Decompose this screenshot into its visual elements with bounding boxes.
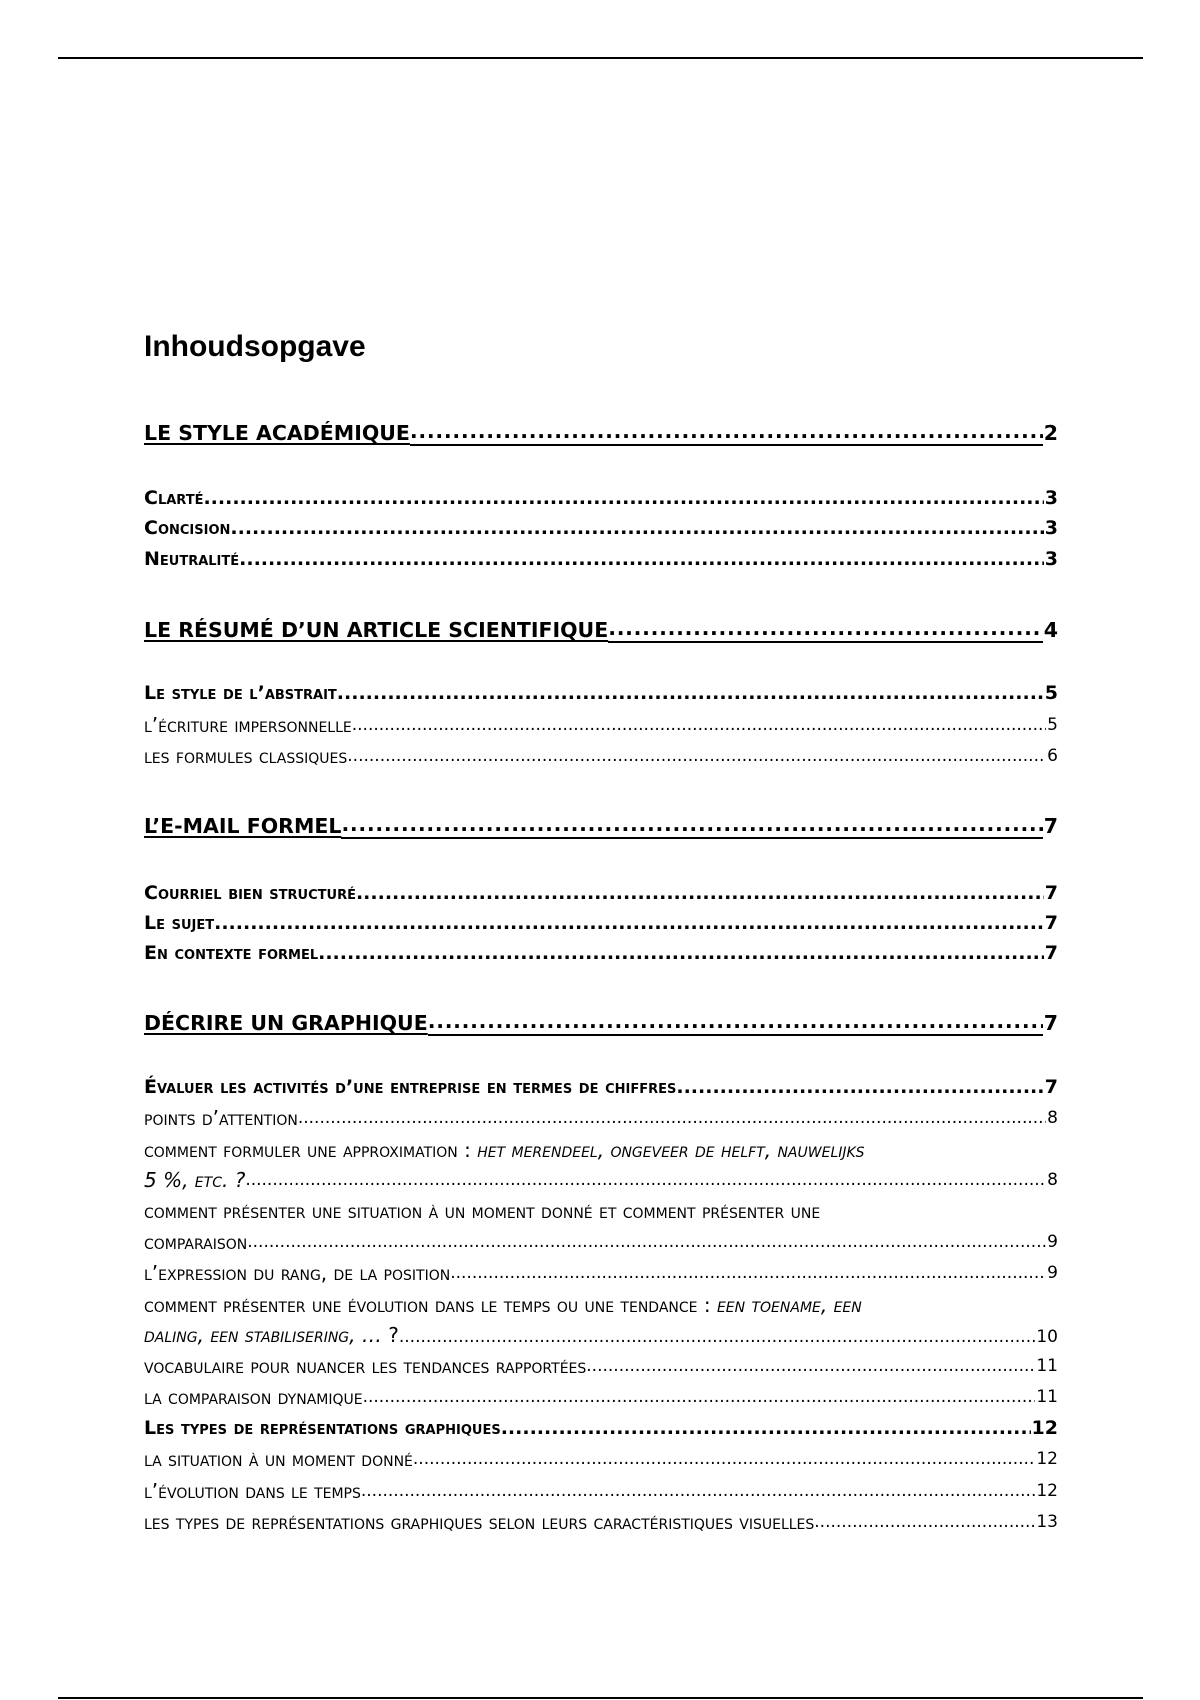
toc-entry-label: l’écriture impersonnelle: [144, 713, 352, 737]
dot-leader: [298, 1107, 1046, 1129]
toc-entry-label: Clarté: [144, 487, 204, 509]
toc-entry-page: 11: [1036, 1356, 1058, 1376]
toc-entry-label: les types de représentations graphiques selon leurs caractéristiques visuelles: [144, 1510, 815, 1534]
toc-entry-comparaison-dynamique[interactable]: [144, 1386, 1058, 1408]
toc-entry-label: Neutralité: [144, 548, 240, 570]
toc-entry-page: 12: [1036, 1449, 1058, 1469]
toc-entry-label-italic: 5 %, etc. ?: [144, 1168, 246, 1192]
toc-entry-points-dattention[interactable]: [144, 1107, 1058, 1129]
toc-entry-label: comparaison: [144, 1230, 248, 1254]
toc-entry-decrire-un-graphique[interactable]: [144, 1008, 1058, 1036]
dot-leader: [341, 811, 1042, 839]
toc-entry-label: les formules classiques: [144, 744, 348, 768]
toc-entry-le-sujet[interactable]: [144, 911, 1058, 935]
toc-entry-evolution-tendance-line2[interactable]: [144, 1324, 1058, 1348]
toc-entry-label: Évaluer les activités d’une entreprise en termes de chiffres: [144, 1076, 677, 1098]
toc-entry-expression-du-rang[interactable]: [144, 1262, 1058, 1284]
dot-leader: [413, 1448, 1035, 1470]
dot-leader: [676, 1075, 1043, 1099]
toc-entry-label: vocabulaire pour nuancer les tendances rapportées: [144, 1354, 587, 1378]
toc-entry-page: 7: [1044, 882, 1058, 904]
dot-leader: [247, 1231, 1046, 1253]
dot-leader: [428, 1008, 1043, 1036]
toc-entry-label: comment présenter une situation à un moment donné et comment présenter une: [144, 1199, 821, 1223]
toc-entry-page: 8: [1047, 1108, 1058, 1128]
dot-leader: [245, 1169, 1046, 1191]
dot-leader: [361, 1480, 1035, 1502]
toc-entry-en-contexte-formel[interactable]: [144, 941, 1058, 965]
header-rule: [58, 57, 1143, 59]
toc-entry-label: Les types de représentations graphiques: [144, 1417, 501, 1439]
toc-entry-page: 7: [1044, 942, 1058, 964]
toc-entry-email-formel[interactable]: [144, 811, 1058, 839]
toc-entry-le-style-de-labstrait[interactable]: [144, 681, 1058, 705]
toc-entry-page: 9: [1047, 1232, 1058, 1252]
toc-entry-page: 2: [1043, 421, 1058, 445]
toc-entry-types-selon-caracteristiques[interactable]: [144, 1511, 1058, 1533]
dot-leader: [203, 486, 1043, 510]
toc-entry-page: 11: [1036, 1387, 1058, 1407]
toc-entry-label-italic: een toename, een: [716, 1293, 862, 1317]
dot-leader: [586, 1355, 1035, 1377]
dot-leader: [318, 941, 1044, 965]
toc-entry-concision[interactable]: [144, 516, 1058, 540]
toc-entry-ecriture-impersonnelle[interactable]: [144, 714, 1058, 736]
toc-entry-page: 13: [1036, 1512, 1058, 1532]
toc-entry-page: 3: [1044, 487, 1058, 509]
dot-leader: [363, 1386, 1036, 1408]
toc-entry-situation-comparaison-line1[interactable]: [144, 1200, 1058, 1224]
toc-entry-label: l’évolution dans le temps: [144, 1479, 361, 1503]
toc-entry-page: 6: [1047, 746, 1058, 766]
dot-leader: [608, 615, 1043, 643]
toc-entry-page: 7: [1043, 1011, 1058, 1035]
toc-entry-page: 7: [1044, 912, 1058, 934]
toc-entry-label-italic: daling, een stabilisering, …: [144, 1323, 382, 1347]
dot-leader: [410, 418, 1043, 446]
dot-leader: [239, 547, 1044, 571]
toc-entry-label-italic: het merendeel, ongeveer de helft, nauwelijks: [477, 1138, 865, 1162]
dot-leader: [814, 1511, 1035, 1533]
footer-rule: [58, 1697, 1143, 1699]
toc-entry-le-resume[interactable]: [144, 615, 1058, 643]
toc-entry-label: comment présenter une évolution dans le temps ou une tendance :: [144, 1293, 717, 1317]
toc-entry-page: 7: [1044, 1076, 1058, 1098]
toc-entry-label: En contexte formel: [144, 942, 319, 964]
toc-entry-page: 3: [1044, 517, 1058, 539]
toc-entry-label: la situation à un moment donné: [144, 1447, 413, 1471]
dot-leader: [230, 516, 1043, 540]
toc-entry-label: Concision: [144, 517, 231, 539]
toc-entry-label: Le style de l’abstrait: [144, 682, 337, 704]
toc-entry-label: Courriel bien structuré: [144, 882, 356, 904]
toc-entry-page: 9: [1047, 1263, 1058, 1283]
toc-entry-page: 4: [1043, 618, 1058, 642]
toc-entry-label: DÉCRIRE UN GRAPHIQUE: [144, 1011, 428, 1035]
toc-entry-page: 5: [1047, 715, 1058, 735]
toc-entry-label: LE RÉSUMÉ D’UN ARTICLE SCIENTIFIQUE: [144, 618, 609, 642]
toc-entry-neutralite[interactable]: [144, 547, 1058, 571]
toc-entry-approximation-line2[interactable]: [144, 1169, 1058, 1191]
dot-leader: [352, 714, 1046, 736]
toc-entry-page: 8: [1047, 1170, 1058, 1190]
toc-entry-situation-comparaison-line2[interactable]: [144, 1231, 1058, 1253]
toc-entry-page: 7: [1043, 814, 1058, 838]
toc-entry-label: LE STYLE ACADÉMIQUE: [144, 421, 410, 445]
dot-leader: [337, 681, 1044, 705]
dot-leader: [501, 1416, 1031, 1440]
toc-entry-approximation-line1[interactable]: [144, 1139, 1058, 1163]
toc-entry-page: 5: [1044, 682, 1058, 704]
toc-entry-label: l’expression du rang, de la position: [144, 1261, 451, 1285]
toc-entry-label: comment formuler une approximation :: [144, 1138, 478, 1162]
toc-entry-le-style-academique[interactable]: [144, 418, 1058, 446]
toc-entry-types-de-representations[interactable]: [144, 1416, 1058, 1440]
toc-entry-formules-classiques[interactable]: [144, 745, 1058, 767]
dot-leader: [399, 1326, 1036, 1348]
toc-entry-page: 12: [1036, 1481, 1058, 1501]
toc-entry-clarte[interactable]: [144, 486, 1058, 510]
toc-entry-evolution-tendance-line1[interactable]: [144, 1294, 1058, 1318]
toc-title: Inhoudsopgave: [144, 330, 366, 363]
dot-leader: [347, 745, 1046, 767]
toc-entry-label: points d’attention: [144, 1106, 298, 1130]
toc-entry-label: la comparaison dynamique: [144, 1385, 363, 1409]
toc-entry-situation-moment-donne[interactable]: [144, 1448, 1058, 1470]
toc-entry-page: 3: [1044, 548, 1058, 570]
toc-entry-page: 12: [1031, 1417, 1058, 1439]
toc-entry-evolution-dans-le-temps[interactable]: [144, 1480, 1058, 1502]
toc-entry-label: Le sujet: [144, 912, 215, 934]
dot-leader: [450, 1262, 1046, 1284]
toc-entry-label: ?: [381, 1323, 399, 1347]
toc-entry-vocabulaire-nuancer[interactable]: [144, 1355, 1058, 1377]
toc-entry-page: 10: [1036, 1327, 1058, 1347]
toc-entry-label: L’E-MAIL FORMEL: [144, 814, 342, 838]
dot-leader: [356, 881, 1044, 905]
toc-entry-courriel-bien-structure[interactable]: [144, 881, 1058, 905]
dot-leader: [214, 911, 1044, 935]
toc-entry-evaluer-les-activites[interactable]: [144, 1075, 1058, 1099]
